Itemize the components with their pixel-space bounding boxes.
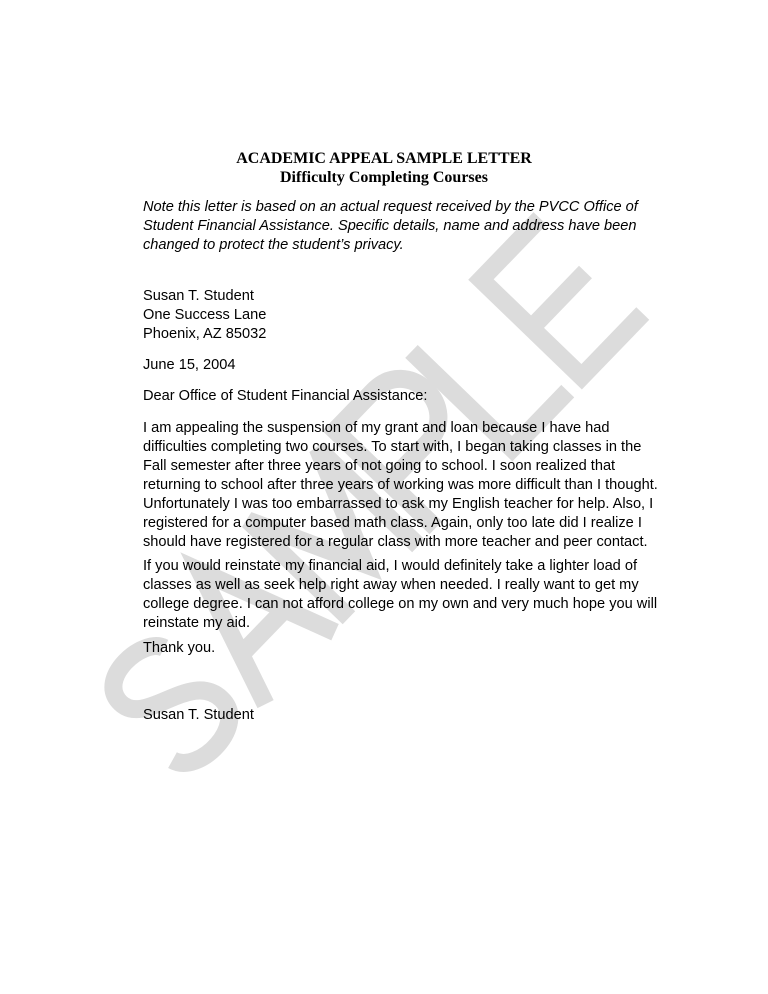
paragraph-line: classes as well as seek help right away when needed. I really want to get my [143,577,639,593]
salutation-text: Dear Office of Student Financial Assistance: [143,388,428,404]
sender-address [143,287,266,344]
note-line: changed to protect the student’s privacy. [143,237,404,253]
paragraph-line: If you would reinstate my financial aid, I would definitely take a lighter load of [143,558,638,574]
closing [143,639,215,658]
paragraph-2 [143,557,657,633]
document-title: ACADEMIC APPEAL SAMPLE LETTER [236,150,532,167]
paragraph-line: Unfortunately I was too embarrassed to ask my English teacher for help. Also, I [143,496,654,512]
note-line: Student Financial Assistance. Specific details, name and address have been [143,218,637,234]
paragraph-line: should have registered for a regular class with more teacher and peer contact. [143,534,648,550]
privacy-note [143,198,638,255]
note-line: Note this letter is based on an actual request received by the PVCC Office of [143,199,638,215]
paragraph-line: reinstate my aid. [143,615,251,631]
paragraph-line: Fall semester after three years of not going to school. I soon realized that [143,458,616,474]
letter-date [143,356,236,375]
date-text: June 15, 2004 [143,357,236,373]
paragraph-line: college degree. I can not afford college on my own and very much hope you will [143,596,658,612]
address-line: Susan T. Student [143,288,254,304]
paragraph-line: I am appealing the suspension of my grant and loan because I have had [143,420,610,436]
signature-text: Susan T. Student [143,707,254,723]
address-line: One Success Lane [143,307,267,323]
signature [143,706,254,725]
paragraph-1 [143,419,658,552]
salutation [143,387,427,406]
address-line: Phoenix, AZ 85032 [143,326,267,342]
paragraph-line: difficulties completing two courses. To start with, I began taking classes in the [143,439,642,455]
paragraph-line: returning to school after three years of working was more difficult than I thought. [143,477,658,493]
closing-text: Thank you. [143,640,216,656]
document-subtitle: Difficulty Completing Courses [280,169,488,186]
paragraph-line: registered for a computer based math class. Again, only too late did I realize I [143,515,642,531]
